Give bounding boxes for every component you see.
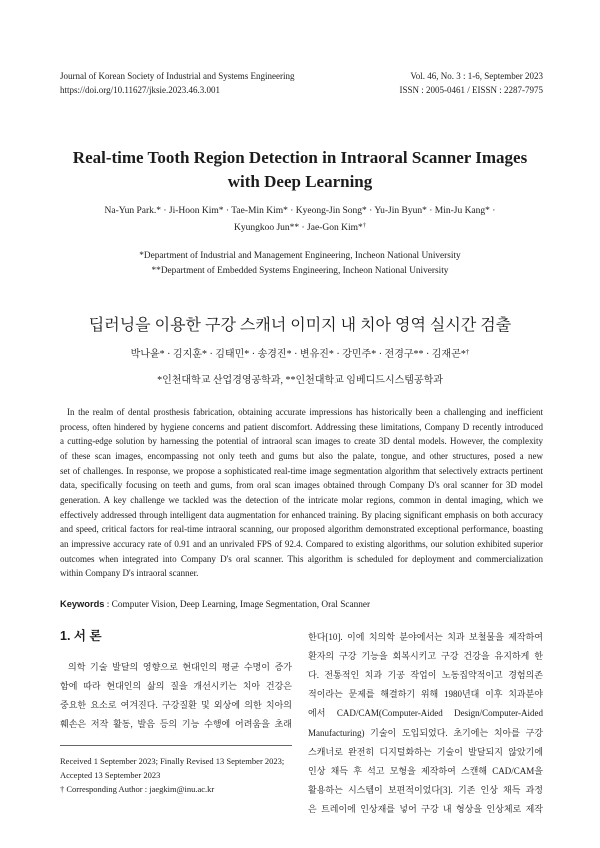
corresponding-dagger: † xyxy=(60,784,65,794)
korean-corresponding-mark: † xyxy=(465,347,470,356)
keywords xyxy=(60,597,370,612)
abstract-line: effectively addressed through intelligent data augmentation for enhanced training. By placing significant emphasis on both accuracy xyxy=(60,509,543,520)
body-line: 에서 CAD/CAM(Computer-Aided Design/Computer-Aided xyxy=(308,708,543,719)
footnote-accepted: Accepted 13 September 2023 xyxy=(60,770,161,780)
body-line: 훼손은 저작 활동, 발음 등의 기능 수행에 어려움을 초래 xyxy=(60,719,292,730)
body-line: 함에 따라 현대인의 삶의 질을 개선시키는 치아 건강은 xyxy=(60,680,292,691)
volume-info: Vol. 46, No. 3 : 1-6, September 2023 xyxy=(410,71,543,81)
title-line: Real-time Tooth Region Detection in Intraoral Scanner Images xyxy=(72,148,528,167)
affiliation-list xyxy=(0,249,600,279)
body-line: 다. 전통적인 치과 기공 작업이 노동집약적이고 경험의존 xyxy=(308,669,543,680)
abstract-line: process, often hindered by hygiene concerns and patient discomfort. Addressing these limitations, Company D recently introduced xyxy=(60,421,543,432)
body-line: 스캐너로 완전히 디지털화하는 기술이 발달되지 않았기에 xyxy=(308,746,543,757)
body-line: 활용하는 시스템이 보편적이었다[3]. 기존 인상 채득 과정 xyxy=(308,785,543,796)
title-line: with Deep Learning xyxy=(227,171,373,191)
author-names: Kyungkoo Jun** · Jae-Gon Kim* xyxy=(233,222,363,233)
korean-author-names: 박나윤* · 김지훈* · 김태민* · 송경진* · 변유진* · 강민주* · 전경구** · 김재곤* xyxy=(130,349,466,360)
body-line: 적이라는 문제를 해결하기 위해 1980년대 이후 치과분야 xyxy=(308,689,543,700)
abstract-line: and speed, critical factors for real-time intraoral scanning, our proposed algorithm demonstrated exceptional performance, boasting xyxy=(60,524,543,535)
body-column-left xyxy=(60,658,292,735)
header-left xyxy=(60,69,294,97)
body-line: 중요한 요소로 여겨진다. 구강질환 및 외상에 의한 치아의 xyxy=(60,699,292,710)
affiliation-line: **Department of Embedded Systems Engineering, Incheon National University xyxy=(151,266,449,276)
section-heading: 1. 서 론 xyxy=(60,629,102,643)
korean-author-list xyxy=(0,347,600,363)
footnotes xyxy=(60,754,292,796)
abstract-line: set of challenges. In response, we propose a sophisticated real-time image segmentation algorithm that selectively extracts pertinent xyxy=(60,465,543,476)
abstract-line: a cutting-edge solution by harnessing the potential of intraoral scan images to create 3D dental models. However, the complexity xyxy=(60,436,543,447)
abstract-line: an impressive accuracy rate of 0.91 and an unrivaled FPS of 92.4. Compared to existing algorithms, our solution exhibited superior xyxy=(60,538,543,549)
body-line: Manufacturing) 기술이 도입되었다. 초기에는 치아를 구강 xyxy=(308,727,543,738)
corresponding-label: Corresponding Author : xyxy=(66,784,148,794)
affiliation-line: *Department of Industrial and Management Engineering, Incheon National University xyxy=(139,251,461,261)
abstract-line: data, specifically focusing on teeth and gums, from oral scan images obtained through Company D's oral scanner for 3D model xyxy=(60,480,543,491)
body-column-right xyxy=(308,628,543,820)
abstract-line: In the realm of dental prosthesis fabrication, obtaining accurate impressions has historically been a challenging and inefficient xyxy=(67,407,543,417)
footnote-rule xyxy=(60,745,292,746)
body-line: 환자의 구강 기능을 회복시키고 구강 건강을 유지하게 한 xyxy=(308,650,543,661)
footnote-corresponding xyxy=(60,782,292,796)
header-right xyxy=(399,69,543,97)
author-line: Na-Yun Park.* · Ji-Hoon Kim* · Tae-Min Kim* · Kyeong-Jin Song* · Yu-Jin Byun* · Min-Ju Kang* · xyxy=(104,206,496,216)
body-line: 인상 채득 후 석고 모형을 제작하여 스캔해 CAD/CAM을 xyxy=(308,765,543,776)
korean-affiliations: *인천대학교 산업경영공학과, **인천대학교 임베디드시스템공학과 xyxy=(157,375,443,386)
abstract xyxy=(60,405,543,581)
author-list xyxy=(0,203,600,236)
issn-info: ISSN : 2005-0461 / EISSN : 2287-7975 xyxy=(399,85,543,95)
body-line: 은 트레이에 인상재를 넣어 구강 내 형상을 인상체로 제작 xyxy=(308,804,543,815)
corresponding-author-mark: † xyxy=(362,221,367,229)
keywords-text: : Computer Vision, Deep Learning, Image Segmentation, Oral Scanner xyxy=(106,600,371,610)
footnote-received: Received 1 September 2023; Finally Revised 13 September 2023; xyxy=(60,756,285,766)
journal-name: Journal of Korean Society of Industrial and Systems Engineering xyxy=(60,71,295,81)
abstract-line: generation. A key challenge we tackled was the detection of the intricate molar regions, common in dental imaging, which we xyxy=(60,494,543,505)
author-line xyxy=(0,220,600,237)
paper-title xyxy=(0,146,600,193)
body-line: 의학 기술 발달의 영향으로 현대인의 평균 수명이 증가 xyxy=(68,661,292,672)
korean-title: 딥러닝을 이용한 구강 스캐너 이미지 내 치아 영역 실시간 검출 xyxy=(88,317,512,334)
abstract-line: within Company D's intraoral scanner. xyxy=(60,568,199,579)
abstract-line: of these scan images, encompassing not only teeth and gums but also the palate, tongue, and other structures, posed a new xyxy=(60,450,543,461)
abstract-line: outcomes when integrated into Company D's oral scanner. This algorithm is scheduled for deployment and commercialization xyxy=(60,553,543,564)
doi-link[interactable]: https://doi.org/10.11627/jksie.2023.46.3.001 xyxy=(60,85,221,95)
email-link[interactable]: jaegkim@inu.ac.kr xyxy=(149,784,215,794)
keywords-label: Keywords xyxy=(60,599,105,609)
body-line: 한다[10]. 이에 치의학 분야에서는 치과 보철물을 제작하여 xyxy=(308,631,543,642)
